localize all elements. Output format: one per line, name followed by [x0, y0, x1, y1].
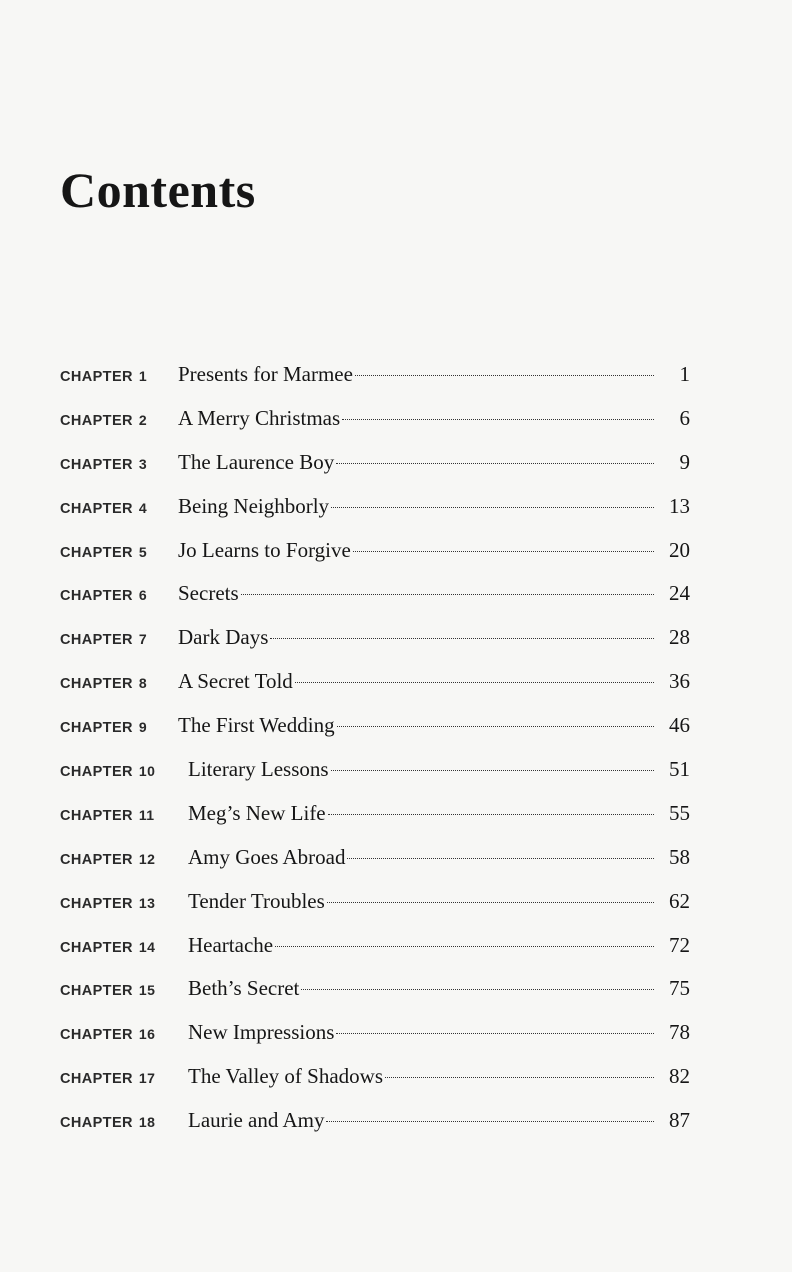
chapter-title: New Impressions — [188, 1020, 335, 1045]
toc-entry[interactable] — [60, 713, 690, 757]
dot-leader — [355, 375, 654, 376]
chapter-number: 8 — [138, 675, 148, 692]
chapter-number: 16 — [138, 1026, 156, 1043]
chapter-number: 9 — [138, 719, 148, 736]
chapter-title: Amy Goes Abroad — [188, 844, 346, 869]
chapter-number: 6 — [138, 587, 148, 604]
chapter-title: A Secret Told — [178, 669, 293, 694]
page-number: 55 — [669, 800, 690, 825]
toc-entry[interactable] — [60, 450, 690, 494]
chapter-label: CHAPTER 7 — [60, 631, 148, 649]
chapter-title: Being Neighborly — [178, 493, 330, 518]
page-number: 87 — [669, 1108, 690, 1133]
chapter-title: Dark Days — [178, 625, 269, 650]
chapter-label: CHAPTER 12 — [60, 850, 156, 868]
page-number: 51 — [669, 757, 690, 782]
chapter-label: CHAPTER 8 — [60, 675, 148, 693]
dot-leader — [336, 1033, 654, 1034]
chapter-number: 2 — [138, 411, 148, 428]
chapter-title: A Merry Christmas — [178, 405, 341, 430]
chapter-label: CHAPTER 9 — [60, 719, 148, 737]
chapter-title: Meg’s New Life — [188, 800, 326, 825]
dot-leader — [353, 551, 654, 552]
chapter-number: 10 — [138, 763, 156, 780]
chapter-number: 5 — [138, 543, 148, 560]
dot-leader — [347, 858, 654, 859]
chapter-title: Laurie and Amy — [188, 1108, 325, 1133]
chapter-number: 11 — [138, 806, 155, 823]
dot-leader — [295, 682, 654, 683]
chapter-label: CHAPTER 4 — [60, 499, 148, 517]
chapter-label: CHAPTER 18 — [60, 1114, 156, 1132]
page-title: Contents — [60, 162, 256, 218]
page-number: 20 — [669, 537, 690, 562]
chapter-label: CHAPTER 2 — [60, 411, 148, 429]
chapter-number: 7 — [138, 631, 148, 648]
chapter-label: CHAPTER 17 — [60, 1070, 156, 1088]
dot-leader — [336, 463, 654, 464]
page-number: 78 — [669, 1020, 690, 1045]
toc-entry[interactable] — [60, 406, 690, 450]
toc-entry[interactable] — [60, 889, 690, 933]
chapter-number: 3 — [138, 455, 148, 472]
page-number: 13 — [669, 493, 690, 518]
dot-leader — [342, 419, 654, 420]
page-number: 28 — [669, 625, 690, 650]
chapter-title: Heartache — [188, 932, 274, 957]
chapter-label: CHAPTER 6 — [60, 587, 148, 605]
dot-leader — [331, 770, 654, 771]
chapter-number: 15 — [138, 982, 156, 999]
toc-entry[interactable] — [60, 933, 690, 977]
page-number: 36 — [669, 669, 690, 694]
chapter-label: CHAPTER 3 — [60, 455, 148, 473]
dot-leader — [270, 638, 654, 639]
dot-leader — [331, 507, 654, 508]
chapter-label: CHAPTER 1 — [60, 368, 148, 385]
table-of-contents — [60, 362, 690, 1152]
chapter-label: CHAPTER 13 — [60, 894, 156, 912]
toc-entry[interactable] — [60, 757, 690, 801]
chapter-title: Jo Learns to Forgive — [178, 537, 351, 562]
toc-entry[interactable] — [60, 669, 690, 713]
toc-entry[interactable] — [60, 625, 690, 669]
chapter-title: Presents for Marmee — [178, 362, 353, 386]
page-number: 9 — [679, 449, 690, 474]
dot-leader — [328, 814, 654, 815]
page-number: 58 — [669, 844, 690, 869]
toc-entry[interactable] — [60, 1020, 690, 1064]
dot-leader — [301, 989, 654, 990]
chapter-title: Beth’s Secret — [188, 976, 300, 1001]
chapter-number: 17 — [138, 1070, 156, 1087]
page-number: 1 — [679, 362, 690, 386]
chapter-number: 13 — [138, 894, 156, 911]
page-number: 72 — [669, 932, 690, 957]
dot-leader — [337, 726, 654, 727]
chapter-number: 12 — [138, 850, 156, 867]
toc-entry[interactable] — [60, 581, 690, 625]
toc-entry[interactable] — [60, 1108, 690, 1152]
toc-entry[interactable] — [60, 538, 690, 582]
dot-leader — [385, 1077, 654, 1078]
chapter-title: Literary Lessons — [188, 757, 329, 782]
dot-leader — [327, 902, 654, 903]
chapter-label: CHAPTER 10 — [60, 763, 156, 781]
chapter-title: The First Wedding — [178, 713, 335, 738]
chapter-number: 1 — [138, 368, 148, 384]
page-number: 82 — [669, 1064, 690, 1089]
page-number: 24 — [669, 581, 690, 606]
chapter-number: 14 — [138, 938, 156, 955]
toc-entry[interactable] — [60, 845, 690, 889]
page-number: 62 — [669, 888, 690, 913]
chapter-label: CHAPTER 14 — [60, 938, 156, 956]
dot-leader — [241, 594, 654, 595]
chapter-label: CHAPTER 11 — [60, 806, 155, 824]
page-number: 46 — [669, 713, 690, 738]
chapter-number: 18 — [138, 1114, 156, 1131]
chapter-label: CHAPTER 16 — [60, 1026, 156, 1044]
chapter-number: 4 — [138, 499, 148, 516]
chapter-title: Secrets — [178, 581, 239, 606]
toc-entry[interactable] — [60, 494, 690, 538]
chapter-label: CHAPTER 15 — [60, 982, 156, 1000]
toc-entry[interactable] — [60, 801, 690, 845]
chapter-label: CHAPTER 5 — [60, 543, 148, 561]
chapter-title: The Laurence Boy — [178, 449, 335, 474]
toc-entry[interactable] — [60, 976, 690, 1020]
toc-entry[interactable] — [60, 1064, 690, 1108]
toc-entry[interactable] — [60, 362, 690, 406]
page-number: 6 — [679, 405, 690, 430]
page-number: 75 — [669, 976, 690, 1001]
chapter-title: Tender Troubles — [188, 888, 325, 913]
chapter-title: The Valley of Shadows — [188, 1064, 383, 1089]
dot-leader — [326, 1121, 654, 1122]
dot-leader — [275, 946, 654, 947]
